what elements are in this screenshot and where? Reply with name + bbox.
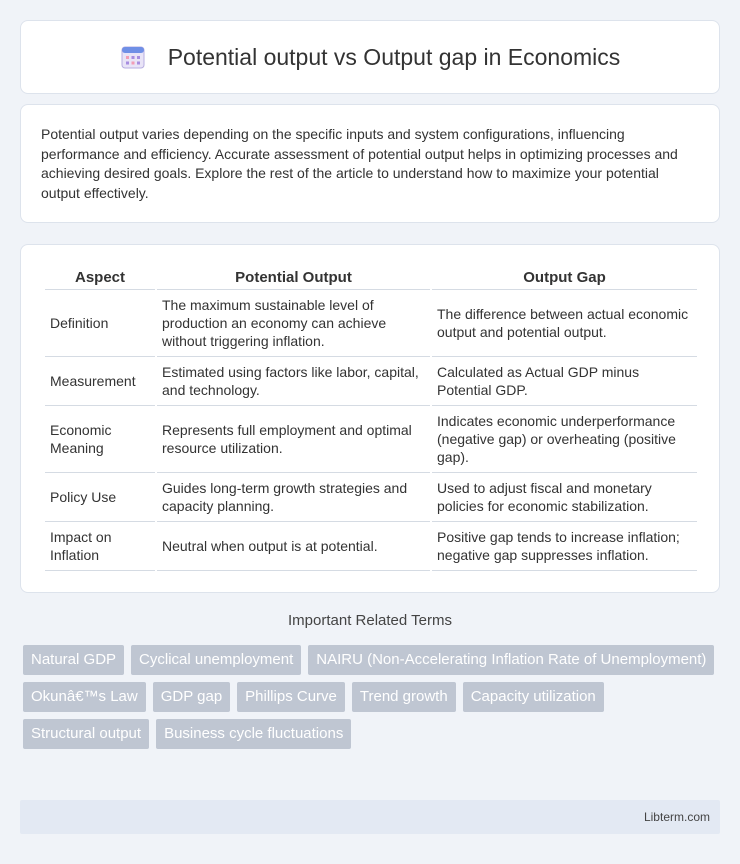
table-row (45, 522, 697, 571)
table-row (45, 406, 697, 473)
row-aspect-cell: Economic Meaning (45, 406, 155, 473)
page-title: Potential output vs Output gap in Economics (167, 43, 621, 70)
related-term-tag[interactable]: GDP gap (153, 682, 230, 712)
output-gap-cell: Used to adjust fiscal and monetary policies for economic stabilization. (432, 473, 697, 522)
calendar-icon (120, 44, 146, 70)
page-header (20, 20, 720, 94)
potential-output-cell: Guides long-term growth strategies and capacity planning. (157, 473, 430, 522)
row-aspect-cell: Impact on Inflation (45, 522, 155, 571)
related-terms-heading: Important Related Terms (288, 612, 452, 629)
potential-output-cell: Neutral when output is at potential. (157, 522, 430, 571)
column-header-potential-output: Potential Output (157, 265, 430, 290)
table-row (45, 357, 697, 406)
related-term-tag[interactable]: Natural GDP (23, 645, 124, 675)
related-term-tag[interactable]: Phillips Curve (237, 682, 345, 712)
intro-paragraph: Potential output varies depending on the specific inputs and system configurations, influencing performance and efficiency. Accurate assessment of potential output helps in optimizing processes and achieving desired goals. Explore the rest of the article to understand how to maximize your potential output effectively. (20, 104, 720, 223)
output-gap-cell: The difference between actual economic output and potential output. (432, 290, 697, 357)
related-terms-list (23, 645, 723, 756)
table-row (45, 473, 697, 522)
output-gap-cell: Positive gap tends to increase inflation; negative gap suppresses inflation. (432, 522, 697, 571)
potential-output-cell: The maximum sustainable level of production an economy can achieve without triggering inflation. (157, 290, 430, 357)
row-aspect-cell: Definition (45, 290, 155, 357)
related-term-tag[interactable]: Capacity utilization (463, 682, 604, 712)
related-term-tag[interactable]: Trend growth (352, 682, 456, 712)
column-header-aspect: Aspect (45, 265, 155, 290)
output-gap-cell: Indicates economic underperformance (negative gap) or overheating (positive gap). (432, 406, 697, 473)
row-aspect-cell: Measurement (45, 357, 155, 406)
comparison-table-card (20, 244, 720, 593)
related-term-tag[interactable]: NAIRU (Non-Accelerating Inflation Rate of Unemployment) (308, 645, 714, 675)
table-header-row (45, 265, 697, 290)
related-term-tag[interactable]: Cyclical unemployment (131, 645, 301, 675)
potential-output-cell: Represents full employment and optimal resource utilization. (157, 406, 430, 473)
related-term-tag[interactable]: Okunâ€™s Law (23, 682, 146, 712)
table-row (45, 290, 697, 357)
column-header-output-gap: Output Gap (432, 265, 697, 290)
comparison-table (43, 265, 699, 571)
related-term-tag[interactable]: Business cycle fluctuations (156, 719, 351, 749)
output-gap-cell: Calculated as Actual GDP minus Potential GDP. (432, 357, 697, 406)
related-term-tag[interactable]: Structural output (23, 719, 149, 749)
potential-output-cell: Estimated using factors like labor, capital, and technology. (157, 357, 430, 406)
footer-site-link[interactable]: Libterm.com (20, 800, 720, 834)
row-aspect-cell: Policy Use (45, 473, 155, 522)
